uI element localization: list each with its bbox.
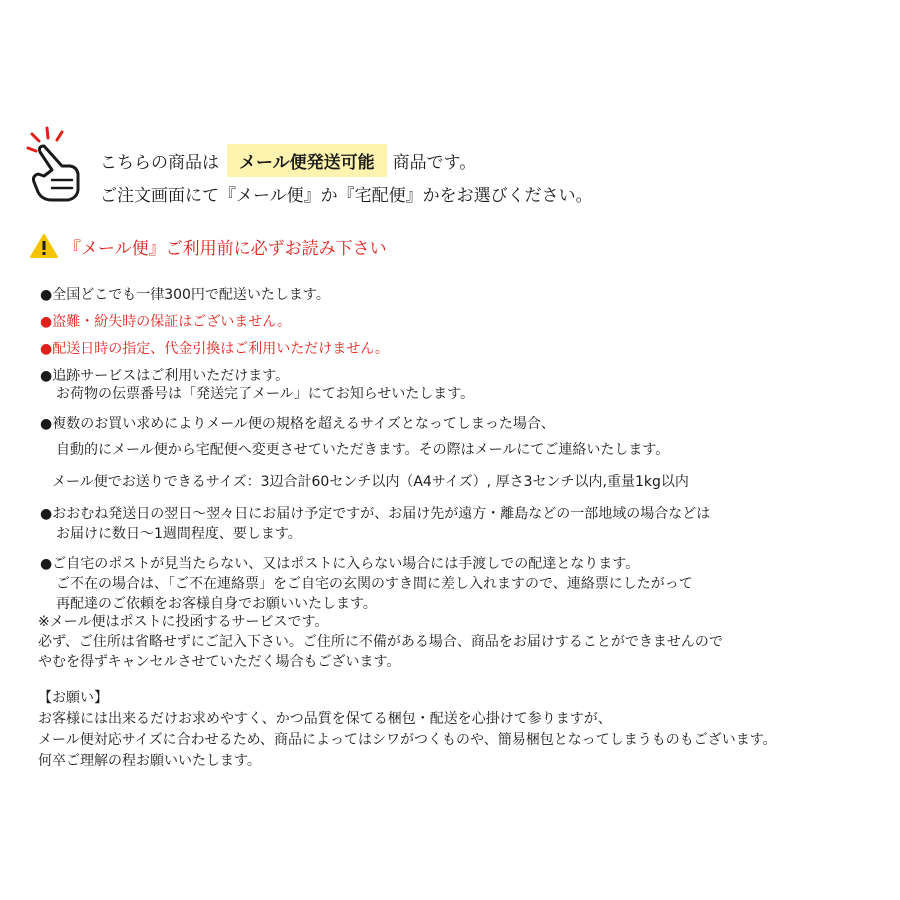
header-line-1 (100, 143, 476, 177)
list-item: ●盗難・紛失時の保証はございません。 (40, 314, 292, 330)
request-section (38, 688, 777, 772)
list-item: ●複数のお買い求めによりメール便の規格を超えるサイズとなってしまった場合、 (40, 416, 555, 432)
list-item: ●配送日時の指定、代金引換はご利用いただけません。 (40, 341, 390, 357)
size-spec: メール便でお送りできるサイズ：3辺合計60センチ以内（A4サイズ）, 厚さ3センチ以内,重量1kg以内 (52, 474, 689, 490)
list-item: お荷物の伝票番号は「発送完了メール」にてお知らせいたします。 (56, 386, 475, 402)
warning-title: 『メール便』ご利用前に必ずお読み下さい (64, 238, 387, 259)
list-item: ●おおむね発送日の翌日～翌々日にお届け予定ですが、お届け先が遠方・離島などの一部地域の場合などは (40, 506, 711, 522)
request-line: お客様には出来るだけお求めやすく、かつ品質を保てる梱包・配送を心掛けて参りますが、 (38, 711, 612, 727)
list-item: ●全国どこでも一律300円で配送いたします。 (40, 287, 330, 303)
list-item: 再配達のご依頼をお客様自身でお願いいたします。 (56, 596, 377, 612)
mail-notes (38, 612, 723, 672)
pointing-hand-icon (22, 126, 92, 210)
request-title: 【お願い】 (38, 690, 108, 706)
mail-delivery-badge: メール便発送可能 (227, 144, 387, 177)
request-line: 何卒ご理解の程お願いいたします。 (38, 753, 261, 769)
list-item: お届けに数日～1週間程度、要します。 (56, 526, 302, 542)
warning-triangle-icon (30, 233, 58, 259)
header-line-2: ご注文画面にて『メール便』か『宅配便』かをお選びください。 (100, 186, 593, 206)
list-item: ●ご自宅のポストが見当たらない、又はポストに入らない場合には手渡しでの配達となります。 (40, 556, 640, 572)
note-line: ※メール便はポストに投函するサービスです。 (38, 614, 329, 630)
notice-list (40, 284, 710, 615)
header-prefix: こちらの商品は (100, 152, 219, 173)
request-line: メール便対応サイズに合わせるため、商品によってはシワがつくものや、簡易梱包となってしまうものもございます。 (38, 732, 777, 748)
list-item: ●追跡サービスはご利用いただけます。 (40, 368, 290, 384)
list-item: 自動的にメール便から宅配便へ変更させていただきます。その際はメールにてご連絡いたします。 (56, 442, 670, 458)
note-line: 必ず、ご住所は省略せずにご記入下さい。ご住所に不備がある場合、商品をお届けすることができませんので (38, 634, 723, 650)
note-line: やむを得ずキャンセルさせていただく場合もございます。 (38, 654, 401, 670)
header-suffix: 商品です。 (392, 152, 477, 173)
warning-heading (30, 233, 387, 259)
list-item: ご不在の場合は、「ご不在連絡票」をご自宅の玄関のすき間に差し入れますので、連絡票にしたがって (56, 576, 693, 592)
